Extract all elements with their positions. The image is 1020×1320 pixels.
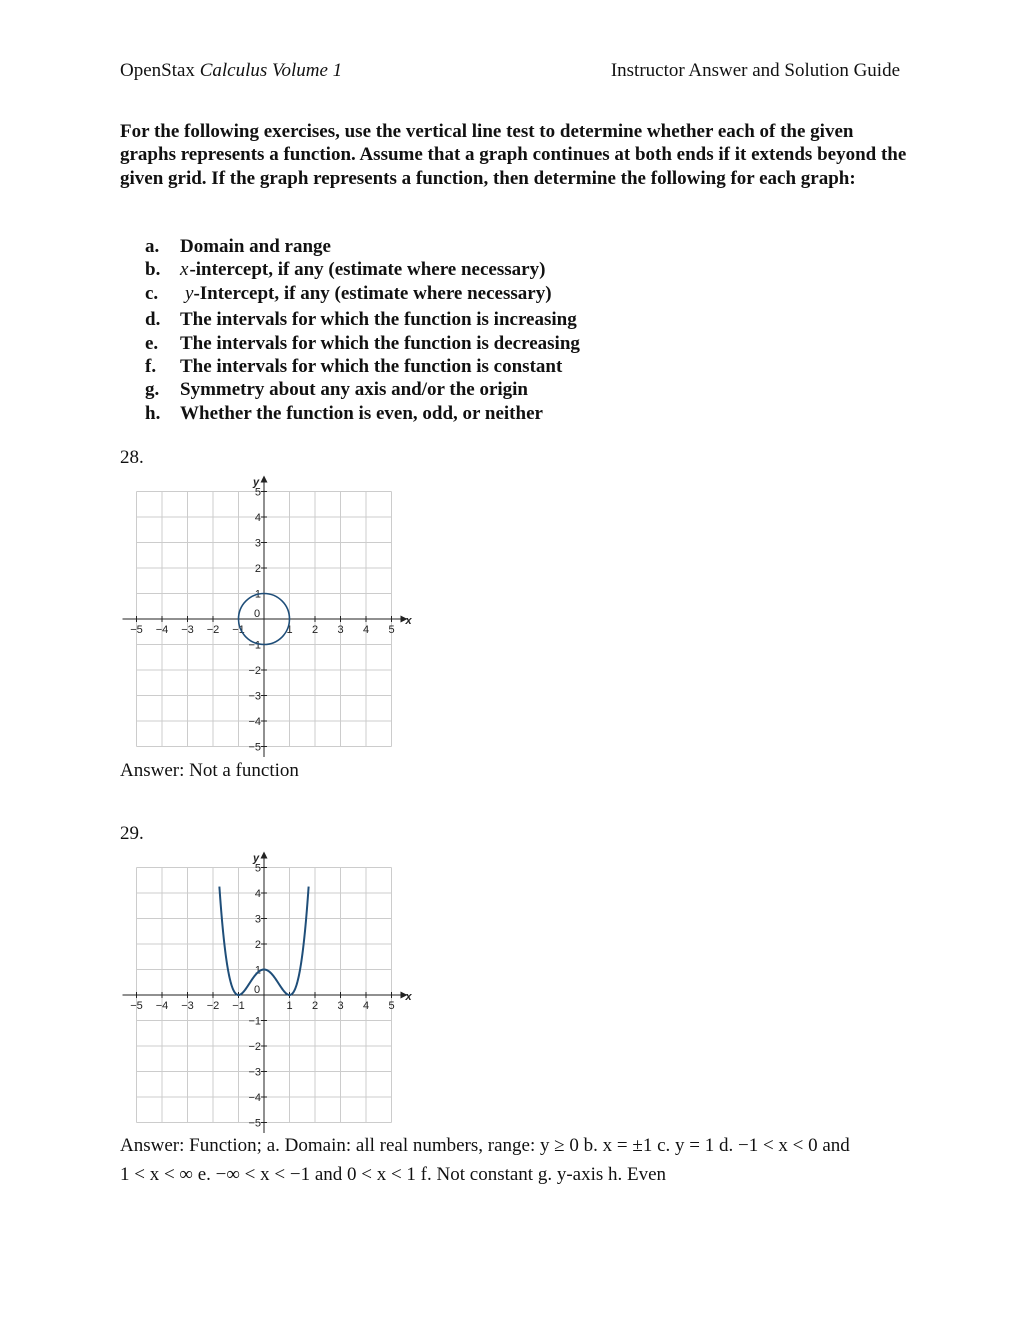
y-tick-label: −1 — [248, 639, 261, 652]
y-tick-label: −2 — [248, 665, 261, 677]
x-tick-label: −2 — [206, 624, 220, 636]
criteria-item: b. x -intercept, if any (estimate where necessary) — [145, 259, 546, 281]
page-header-right: Instructor Answer and Solution Guide — [610, 60, 900, 81]
y-tick-label: 3 — [254, 537, 261, 550]
y-tick-label: 2 — [254, 563, 261, 575]
criteria-item: f. The intervals for which the function is constant — [145, 355, 563, 377]
y-axis-label: y — [253, 476, 260, 489]
x-tick-label: 3 — [337, 1000, 344, 1012]
y-tick-label: 5 — [254, 486, 261, 499]
book-title: Calculus Volume 1 — [199, 60, 343, 81]
criteria-item: h. Whether the function is even, odd, or neither — [145, 402, 543, 424]
y-tick-label: −4 — [248, 716, 261, 728]
y-tick-label: 5 — [254, 862, 261, 875]
x-tick-label: 1 — [286, 624, 293, 636]
x-tick-label: −4 — [155, 1000, 169, 1012]
x-tick-label: −4 — [155, 624, 169, 636]
page-header-left — [120, 60, 342, 82]
x-tick-label: 0 — [253, 984, 261, 996]
y-tick-label: −5 — [248, 1117, 261, 1130]
y-tick-label: −3 — [248, 690, 261, 703]
graph-problem-28 — [112, 467, 412, 757]
criteria-item: a. Domain and range — [145, 236, 331, 257]
x-tick-label: −5 — [130, 1000, 143, 1012]
y-tick-label: −3 — [248, 1066, 261, 1079]
x-tick-label: 2 — [311, 1000, 319, 1012]
answer-problem-29 — [120, 1131, 910, 1189]
x-tick-label: 3 — [337, 624, 344, 636]
y-tick-label: −1 — [248, 1015, 261, 1028]
y-tick-label: 2 — [254, 939, 261, 951]
x-tick-label: −5 — [130, 624, 143, 636]
x-tick-label: 5 — [388, 1000, 395, 1012]
x-axis-label: x — [405, 615, 412, 627]
criteria-item: d. The intervals for which the function is increasing — [145, 309, 577, 331]
x-tick-label: −1 — [232, 624, 245, 636]
x-tick-label: 4 — [362, 1000, 370, 1012]
y-tick-label: 4 — [254, 888, 261, 900]
x-tick-label: 5 — [388, 624, 395, 636]
y-tick-label: −2 — [248, 1041, 261, 1053]
x-tick-label: −3 — [181, 624, 194, 636]
x-tick-label: 2 — [311, 624, 319, 636]
criteria-item: g. Symmetry about any axis and/or the origin — [145, 379, 529, 401]
problem-number: 29. — [120, 823, 144, 844]
publisher-name: OpenStax — [120, 60, 195, 81]
y-tick-label: 1 — [254, 964, 261, 977]
y-tick-label: 1 — [254, 588, 261, 601]
x-tick-label: 0 — [253, 608, 261, 620]
x-tick-label: −2 — [206, 1000, 220, 1012]
y-axis-label: y — [253, 852, 260, 865]
x-axis-label: x — [405, 991, 412, 1003]
y-tick-label: −4 — [248, 1092, 261, 1104]
y-tick-label: 3 — [254, 913, 261, 926]
answer-problem-28: Answer: Not a function — [120, 760, 299, 781]
criteria-item: e. The intervals for which the function is decreasing — [145, 332, 580, 354]
x-tick-label: 4 — [362, 624, 370, 636]
y-tick-label: −5 — [248, 741, 261, 754]
exercise-instructions: For the following exercises, use the vertical line test to determine whether each of the given graphs represents a function. Assume that a graph continues at both ends if it extends beyond the given grid. If the graph represents a function, then determine the following for each graph: — [120, 121, 907, 189]
criteria-list — [145, 235, 580, 425]
y-axis-arrow — [261, 476, 268, 483]
problem-number: 28. — [120, 447, 144, 468]
x-tick-label: 1 — [286, 1000, 293, 1012]
answer-line: 1 < x < ∞ e. −∞ < x < −1 and 0 < x < 1 f. Not constant g. y-axis h. Even — [120, 1164, 667, 1185]
x-tick-label: −1 — [232, 1000, 245, 1012]
graph-problem-29 — [112, 843, 412, 1133]
x-tick-label: −3 — [181, 1000, 194, 1012]
y-axis-arrow — [261, 852, 268, 859]
criteria-item: c. y -Intercept, if any (estimate where necessary) — [145, 282, 552, 304]
answer-line: Answer: Function; a. Domain: all real numbers, range: y ≥ 0 b. x = ±1 c. y = 1 d. −1 < x < 0 and — [120, 1135, 850, 1156]
y-tick-label: 4 — [254, 512, 261, 524]
